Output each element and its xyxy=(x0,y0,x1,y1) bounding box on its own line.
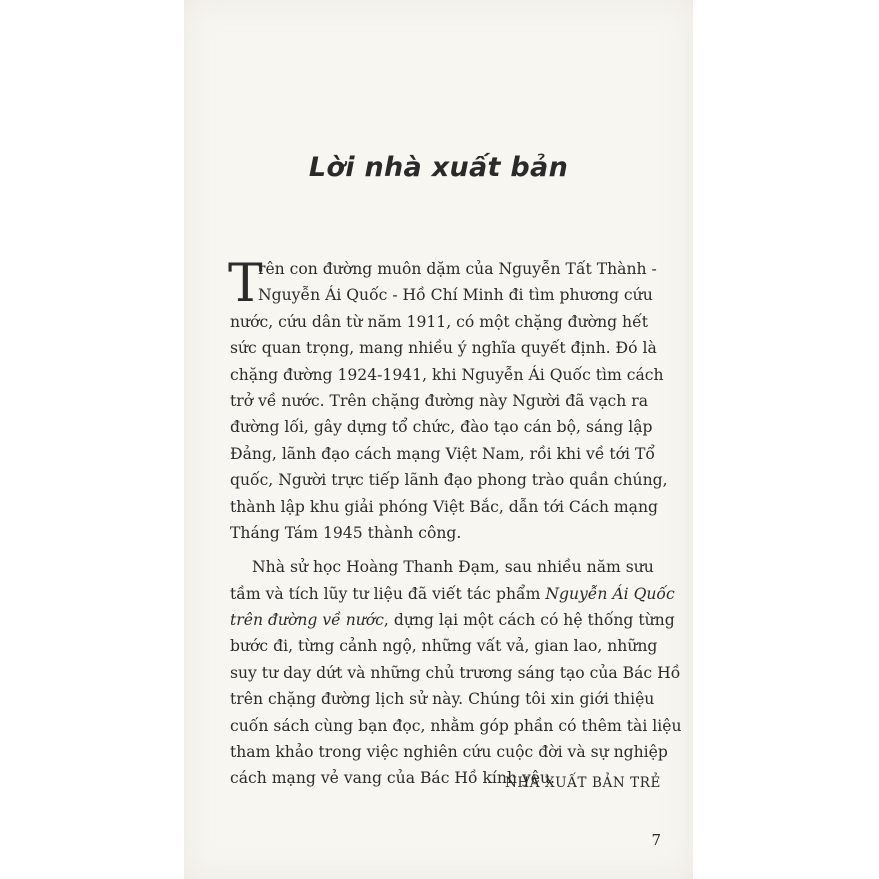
paragraph2-line: cách mạng vẻ vang của Bác Hồ kính yêu. xyxy=(230,769,556,788)
drop-cap: T xyxy=(228,254,263,314)
publisher-signature: NHÀ XUẤT BẢN TRẺ xyxy=(504,775,661,791)
paragraph2-line: bước đi, từng cảnh ngộ, những vất vả, gian lao, những xyxy=(230,637,658,656)
paragraph1-line: Tháng Tám 1945 thành công. xyxy=(230,523,462,542)
paragraph1-line: chặng đường 1924-1941, khi Nguyễn Ái Quốc tìm cách xyxy=(230,365,664,384)
page-number: 7 xyxy=(651,831,661,849)
paragraph1-line: đường lối, gây dựng tổ chức, đào tạo cán bộ, sáng lập xyxy=(230,418,653,437)
paragraph2-line: trên chặng đường lịch sử này. Chúng tôi xin giới thiệu xyxy=(230,690,655,709)
book-title-italic: Nguyễn Ái Quốc xyxy=(545,584,675,603)
paragraph1-line: nước, cứu dân từ năm 1911, có một chặng đường hết xyxy=(230,312,648,331)
paragraph2-line xyxy=(230,607,696,633)
paragraph1-line: quốc, Người trực tiếp lãnh đạo phong trào quần chúng, xyxy=(230,471,668,490)
paragraph2-line xyxy=(230,581,696,607)
paragraph2-text: tầm và tích lũy tư liệu đã viết tác phẩm xyxy=(230,584,546,603)
paragraph1-line: Nguyễn Ái Quốc - Hồ Chí Minh đi tìm phương cứu xyxy=(258,286,653,305)
page-title: Lời nhà xuất bản xyxy=(308,152,569,183)
paragraph2-line: tham khảo trong việc nghiên cứu cuộc đời và sự nghiệp xyxy=(230,743,668,762)
paragraph1-line: trở về nước. Trên chặng đường này Người đã vạch ra xyxy=(230,391,649,410)
body-text xyxy=(230,256,696,792)
paragraph1-line: rên con đường muôn dặm của Nguyễn Tất Thành - xyxy=(258,260,657,278)
paragraph2-line: suy tư day dứt và những chủ trương sáng tạo của Bác Hồ xyxy=(230,663,681,682)
book-page xyxy=(184,0,693,879)
paragraph2-line: Nhà sử học Hoàng Thanh Đạm, sau nhiều năm sưu xyxy=(252,558,654,577)
paragraph1-line: thành lập khu giải phóng Việt Bắc, dẫn tới Cách mạng xyxy=(230,497,659,516)
book-title-italic: trên đường về nước xyxy=(230,611,384,630)
paragraph2-text: , dựng lại một cách có hệ thống từng xyxy=(383,611,675,630)
paragraph1-line: Đảng, lãnh đạo cách mạng Việt Nam, rồi khi về tới Tổ xyxy=(230,444,655,463)
paragraph2-line: cuốn sách cùng bạn đọc, nhằm góp phần có thêm tài liệu xyxy=(230,716,682,735)
paragraph1-line: sức quan trọng, mang nhiều ý nghĩa quyết định. Đó là xyxy=(230,339,657,358)
